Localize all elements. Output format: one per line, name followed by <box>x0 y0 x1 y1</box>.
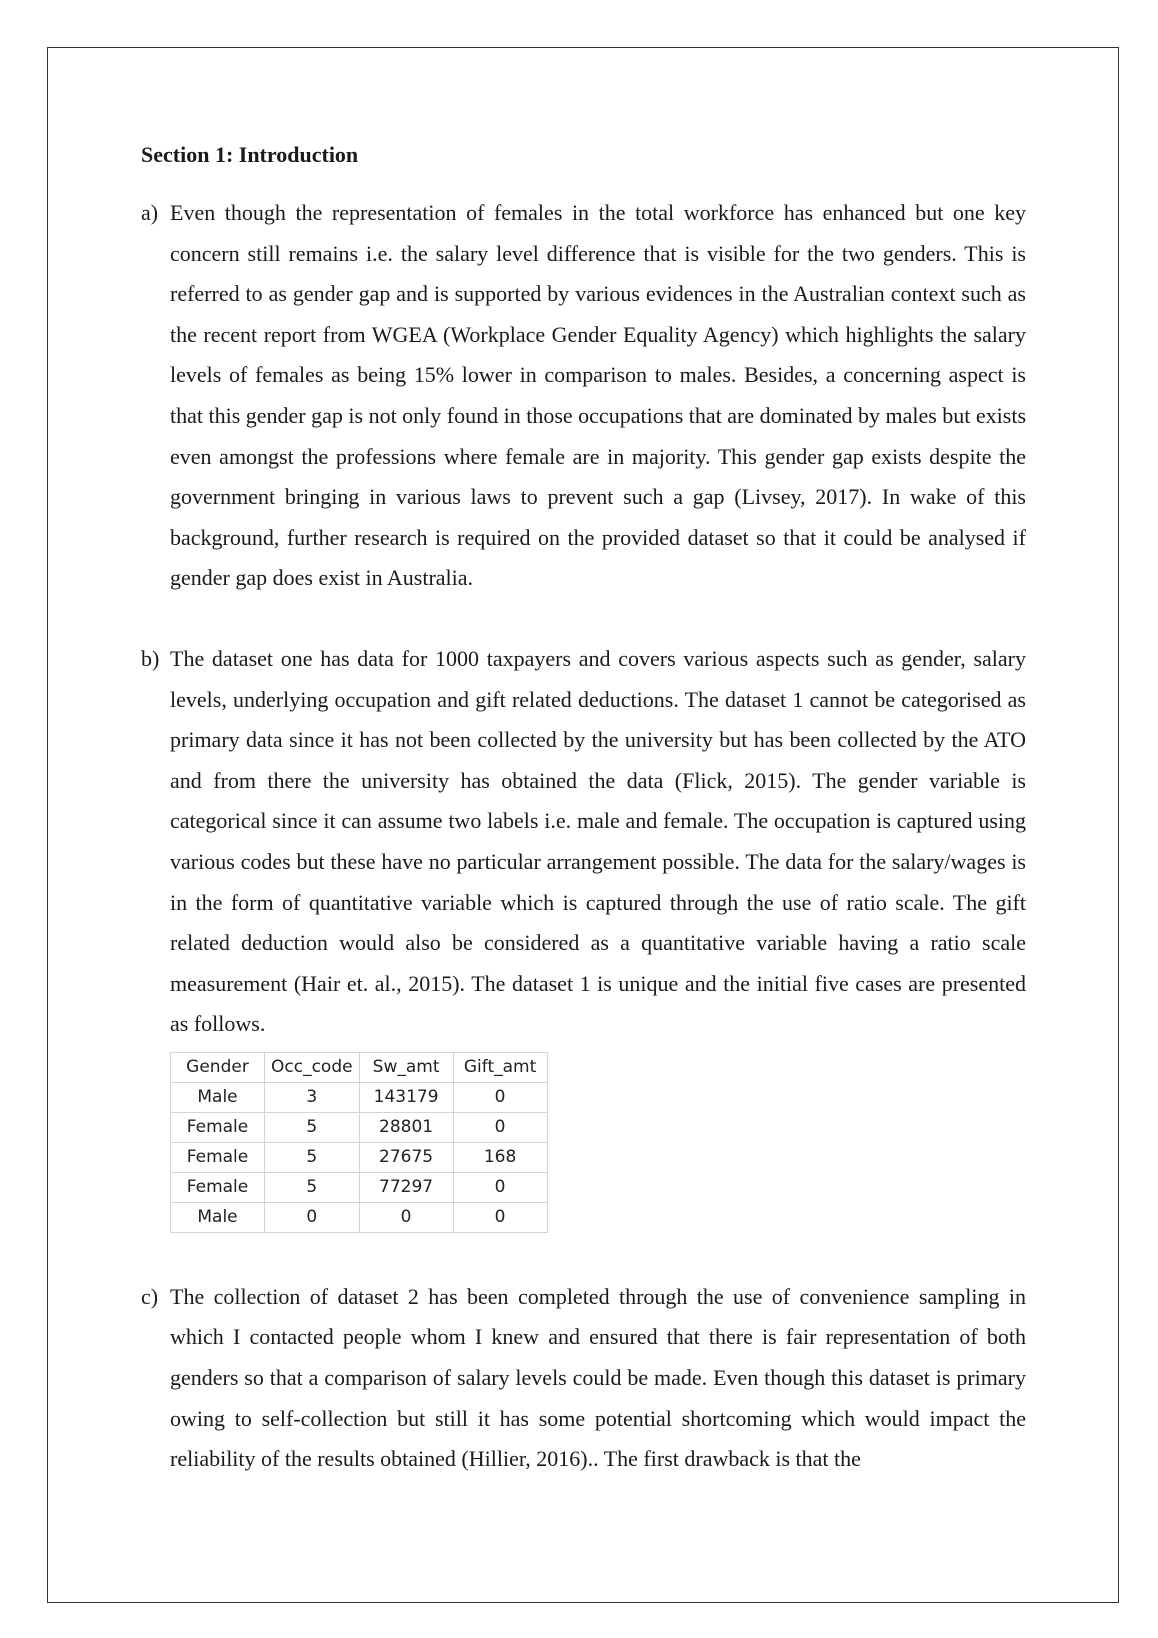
table-row <box>171 1112 548 1142</box>
table-cell: 0 <box>453 1082 547 1112</box>
paragraph-b-text: The dataset one has data for 1000 taxpayers and covers various aspects such as gender, salary levels, underlying occupation and gift related deductions. The dataset 1 cannot be categorised as primary data since it has not been collected by the university but has been collected by the ATO and from there the university has obtained the data (Flick, 2015). The gender variable is categorical since it can assume two labels i.e. male and female. The occupation is captured using various codes but these have no particular arrangement possible. The data for the salary/wages is in the form of quantitative variable which is captured through the use of ratio scale. The gift related deduction would also be considered as a quantitative variable having a ratio scale measurement (Hair et. al., 2015). The dataset 1 is unique and the initial five cases are presented as follows. <box>170 645 1026 1037</box>
table-header-gender: Gender <box>171 1052 265 1082</box>
table-cell: 0 <box>453 1172 547 1202</box>
dataset-preview-table <box>170 1052 548 1233</box>
table-cell: Female <box>171 1172 265 1202</box>
table-cell: 5 <box>265 1172 360 1202</box>
list-label-a: a) <box>141 200 159 225</box>
paragraph-c <box>141 1277 1026 1480</box>
section-heading: Section 1: Introduction <box>141 142 359 167</box>
paragraph-a <box>141 193 1026 599</box>
table-header-row <box>171 1052 548 1082</box>
table-row <box>171 1172 548 1202</box>
table-header-occ-code: Occ_code <box>265 1052 360 1082</box>
table-header-gift-amt: Gift_amt <box>453 1052 547 1082</box>
table-cell: 27675 <box>359 1142 453 1172</box>
table-cell: 0 <box>453 1202 547 1232</box>
table-cell: 28801 <box>359 1112 453 1142</box>
table-cell: 77297 <box>359 1172 453 1202</box>
table-row <box>171 1082 548 1112</box>
table-cell: 3 <box>265 1082 360 1112</box>
table-cell: 5 <box>265 1142 360 1172</box>
table-cell: 5 <box>265 1112 360 1142</box>
table-cell: Male <box>171 1202 265 1232</box>
table-header-sw-amt: Sw_amt <box>359 1052 453 1082</box>
table-cell: Female <box>171 1142 265 1172</box>
paragraph-c-text: The collection of dataset 2 has been completed through the use of convenience sampling in which I contacted people whom I knew and ensured that there is fair representation of both genders so that a comparison of salary levels could be made. Even though this dataset is primary owing to self-collection but still it has some potential shortcoming which would impact the reliability of the results obtained (Hillier, 2016).. The first drawback is that the <box>170 1283 1026 1472</box>
table-cell: Female <box>171 1112 265 1142</box>
table-cell: 168 <box>453 1142 547 1172</box>
table-cell: 0 <box>359 1202 453 1232</box>
table-row <box>171 1142 548 1172</box>
document-body <box>141 136 1026 1480</box>
paragraph-a-text: Even though the representation of females in the total workforce has enhanced but one key concern still remains i.e. the salary level difference that is visible for the two genders. This is referred to as gender gap and is supported by various evidences in the Australian context such as the recent report from WGEA (Workplace Gender Equality Agency) which highlights the salary levels of females as being 15% lower in comparison to males. Besides, a concerning aspect is that this gender gap is not only found in those occupations that are dominated by males but exists even amongst the professions where female are in majority. This gender gap exists despite the government bringing in various laws to prevent such a gap (Livsey, 2017). In wake of this background, further research is required on the provided dataset so that it could be analysed if gender gap does exist in Australia. <box>170 200 1027 591</box>
table-cell: 0 <box>265 1202 360 1232</box>
list-label-b: b) <box>141 645 160 671</box>
table-cell: 0 <box>453 1112 547 1142</box>
table-cell: Male <box>171 1082 265 1112</box>
list-label-c: c) <box>141 1283 159 1309</box>
table-row <box>171 1202 548 1232</box>
paragraph-b <box>141 639 1026 1045</box>
table-cell: 143179 <box>359 1082 453 1112</box>
